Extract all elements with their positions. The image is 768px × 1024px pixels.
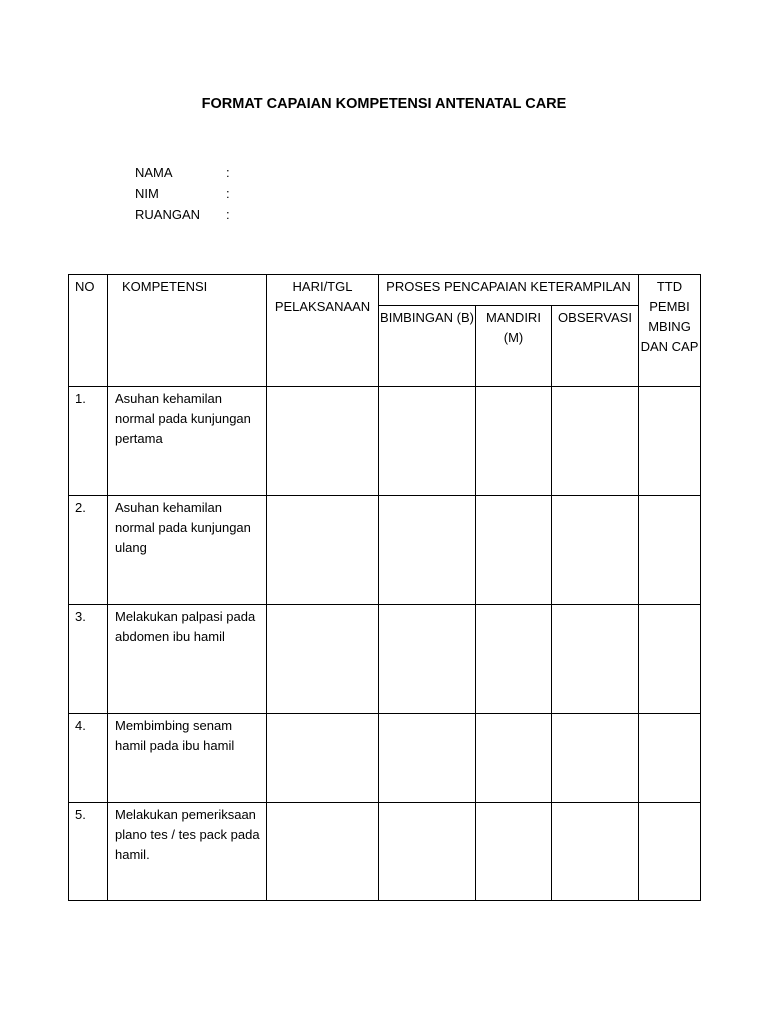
info-colon: : <box>226 207 230 222</box>
info-label-nama: NAMA <box>135 165 173 180</box>
cell-hari-tgl[interactable] <box>267 496 379 605</box>
cell-mandiri[interactable] <box>476 803 552 901</box>
cell-observasi[interactable] <box>552 496 639 605</box>
info-label-nim: NIM <box>135 186 159 201</box>
cell-observasi[interactable] <box>552 605 639 714</box>
header-kompetensi: KOMPETENSI <box>108 275 267 387</box>
cell-mandiri[interactable] <box>476 714 552 803</box>
row-kompetensi: Membimbing senam hamil pada ibu hamil <box>108 714 267 803</box>
table-row <box>69 496 701 605</box>
info-row-nim <box>135 183 246 204</box>
cell-ttd[interactable] <box>639 496 701 605</box>
row-kompetensi: Melakukan palpasi pada abdomen ibu hamil <box>108 605 267 714</box>
row-number: 4. <box>69 714 108 803</box>
row-kompetensi: Asuhan kehamilan normal pada kunjungan pertama <box>108 387 267 496</box>
header-ttd: TTD PEMBI MBING DAN CAP <box>639 275 701 387</box>
table-header-row <box>69 275 701 306</box>
cell-ttd[interactable] <box>639 605 701 714</box>
header-mandiri: MANDIRI (M) <box>476 306 552 387</box>
row-number: 5. <box>69 803 108 901</box>
cell-mandiri[interactable] <box>476 605 552 714</box>
document-title: FORMAT CAPAIAN KOMPETENSI ANTENATAL CARE <box>201 96 567 112</box>
competency-table <box>68 274 701 901</box>
cell-ttd[interactable] <box>639 803 701 901</box>
cell-bimbingan[interactable] <box>379 605 476 714</box>
cell-hari-tgl[interactable] <box>267 387 379 496</box>
cell-observasi[interactable] <box>552 387 639 496</box>
header-no: NO <box>69 275 108 387</box>
cell-hari-tgl[interactable] <box>267 803 379 901</box>
header-hari-tgl: HARI/TGL PELAKSANAAN <box>267 275 379 387</box>
header-bimbingan: BIMBINGAN (B) <box>379 306 476 387</box>
row-number: 2. <box>69 496 108 605</box>
row-kompetensi: Melakukan pemeriksaan plano tes / tes pack pada hamil. <box>108 803 267 901</box>
cell-bimbingan[interactable] <box>379 714 476 803</box>
table-row <box>69 803 701 901</box>
student-info <box>135 162 246 225</box>
table-row <box>69 387 701 496</box>
info-row-ruangan <box>135 204 246 225</box>
table-row <box>69 605 701 714</box>
cell-ttd[interactable] <box>639 387 701 496</box>
cell-observasi[interactable] <box>552 714 639 803</box>
row-number: 1. <box>69 387 108 496</box>
header-observasi: OBSERVASI <box>552 306 639 387</box>
row-kompetensi: Asuhan kehamilan normal pada kunjungan ulang <box>108 496 267 605</box>
cell-bimbingan[interactable] <box>379 496 476 605</box>
cell-mandiri[interactable] <box>476 496 552 605</box>
info-colon: : <box>226 186 230 201</box>
cell-mandiri[interactable] <box>476 387 552 496</box>
table-row <box>69 714 701 803</box>
cell-hari-tgl[interactable] <box>267 714 379 803</box>
info-colon: : <box>226 165 230 180</box>
cell-bimbingan[interactable] <box>379 803 476 901</box>
cell-bimbingan[interactable] <box>379 387 476 496</box>
cell-ttd[interactable] <box>639 714 701 803</box>
row-number: 3. <box>69 605 108 714</box>
info-row-nama <box>135 162 246 183</box>
header-proses: PROSES PENCAPAIAN KETERAMPILAN <box>379 275 639 306</box>
cell-hari-tgl[interactable] <box>267 605 379 714</box>
info-label-ruangan: RUANGAN <box>135 207 201 222</box>
cell-observasi[interactable] <box>552 803 639 901</box>
